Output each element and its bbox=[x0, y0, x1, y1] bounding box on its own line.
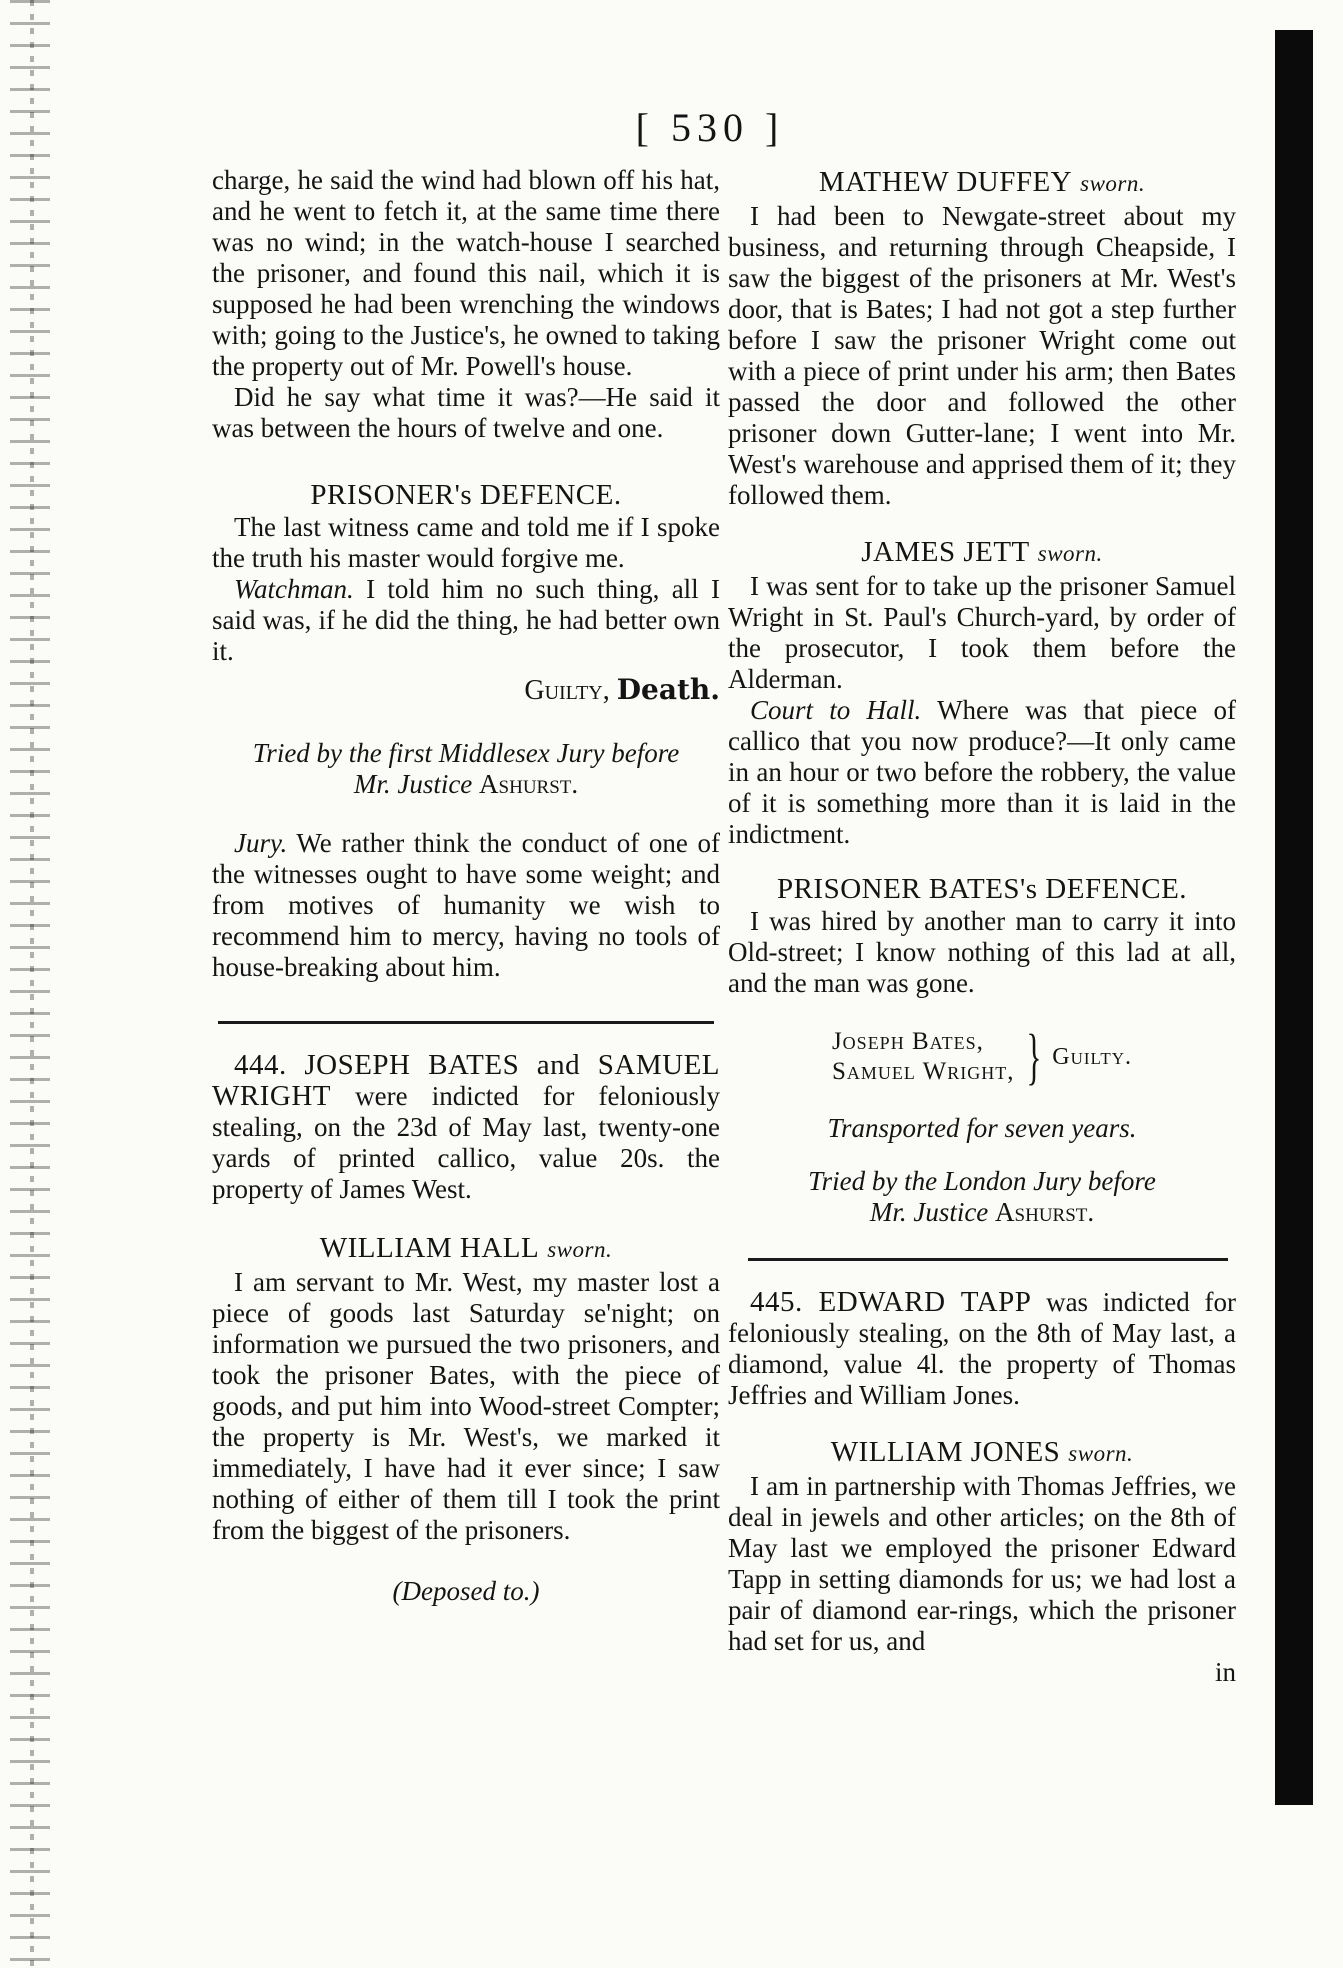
witness-name-jones: WILLIAM JONES bbox=[830, 1436, 1061, 1468]
case-separator-rule bbox=[218, 1021, 714, 1024]
heading-prisoner-defence: PRISONER's DEFENCE. bbox=[310, 479, 622, 511]
scan-edge-bar bbox=[1275, 30, 1313, 1805]
speaker-watchman: Watchman. bbox=[234, 574, 354, 604]
right-column bbox=[728, 165, 1236, 1688]
case-444-text: were indicted for feloniously stealing, on the 23d of May last, twenty-one yards of printed callico, value 20s. the property of James West. bbox=[212, 1081, 720, 1204]
tried-by-judge-name: Ashurst. bbox=[995, 1197, 1095, 1227]
heading-mathew-duffey bbox=[728, 165, 1236, 201]
heading-bates-defence: PRISONER BATES's DEFENCE. bbox=[776, 873, 1188, 905]
court-question-text: Where was that piece of callico that you now produce?—It only came in an hour or two before the robbery, the value of it is something more than it is laid in the indictment. bbox=[728, 695, 1236, 849]
sworn-label: sworn. bbox=[547, 1237, 613, 1262]
witness-name-duffey: MATHEW DUFFEY bbox=[818, 166, 1073, 198]
witness-name-jett: JAMES JETT bbox=[861, 536, 1030, 568]
defendant-samuel-wright: Samuel Wright, bbox=[831, 1058, 1015, 1085]
paragraph-watchman-testimony: charge, he said the wind had blown off his hat, and he went to fetch it, at the same time there was no wind; in the watch-house I searched the prisoner, and found this nail, which it is supposed he had been wrenching the windows with; going to the Justice's, he owned to taking the property out of Mr. Powell's house. bbox=[212, 165, 720, 381]
heading-william-jones bbox=[728, 1435, 1236, 1471]
paragraph-bates-defence: I was hired by another man to carry it into Old-street; I know nothing of this lad at all, and the man was gone. bbox=[728, 906, 1236, 998]
tried-by-judge-prefix: Mr. Justice bbox=[869, 1197, 989, 1227]
binding-shadow-inner bbox=[30, 0, 34, 1968]
tried-by-line-1: Tried by the London Jury before bbox=[808, 1166, 1156, 1196]
tried-by-line-2 bbox=[728, 1197, 1236, 1228]
heading-william-hall bbox=[212, 1231, 720, 1267]
sworn-label: sworn. bbox=[1080, 171, 1146, 196]
paragraph-jones-testimony: I am in partnership with Thomas Jeffries, we deal in jewels and other articles; on the 8th of May last we employed the prisoner Edward Tapp in setting diamonds for us; we had lost a pair of diamond ear-rings, which the prisoner had set for us, and bbox=[728, 1471, 1236, 1656]
case-444-title: 444. JOSEPH BATES and SAMUEL WRIGHT bbox=[212, 1049, 720, 1112]
brace-glyph: } bbox=[1025, 1023, 1041, 1091]
case-separator-rule bbox=[748, 1258, 1228, 1261]
paragraph-hall-testimony: I am servant to Mr. West, my master lost a piece of goods last Saturday se'night; on information we pursued the two prisoners, and took the prisoner Bates, with the piece of goods, and put him into Wood-street Compter; the property is Mr. West's, we marked it immediately, I have had it ever since; I saw nothing of either of them till I took the print from the biggest of the prisoners. bbox=[212, 1267, 720, 1545]
tried-by-judge-name: Ashurst. bbox=[479, 769, 579, 799]
speaker-court: Court to Hall. bbox=[750, 695, 922, 725]
defendant-names bbox=[832, 1027, 1015, 1087]
paragraph-time-question: Did he say what time it was?—He said it was between the hours of twelve and one. bbox=[212, 382, 720, 443]
tried-by-line-1: Tried by the first Middlesex Jury before bbox=[252, 738, 680, 768]
sentence-line: Transported for seven years. bbox=[827, 1113, 1137, 1143]
case-445-title: 445. EDWARD TAPP bbox=[750, 1286, 1032, 1318]
verdict-line bbox=[212, 673, 720, 708]
watchman-reply-text: I told him no such thing, all I said was, if he did the thing, he had better own it. bbox=[212, 574, 720, 666]
tried-by-line-2 bbox=[212, 769, 720, 800]
case-444-indictment bbox=[212, 1050, 720, 1205]
sworn-label: sworn. bbox=[1068, 1441, 1134, 1466]
paragraph-duffey-testimony: I had been to Newgate-street about my business, and returning through Cheapside, I saw the biggest of the prisoners at Mr. West's door, that is Bates; I had not got a step further before I saw the prisoner Wright come out with a piece of print under his arm; then Bates passed the door and followed the other prisoner down Gutter-lane; I went into Mr. West's warehouse and apprised them of it; they followed them. bbox=[728, 201, 1236, 510]
paragraph-jury-recommendation bbox=[212, 828, 720, 983]
verdict-guilty: Guilty. bbox=[1052, 1043, 1133, 1070]
witness-name-hall: WILLIAM HALL bbox=[319, 1232, 540, 1264]
case-445-text: was indicted for feloniously stealing, on the 8th of May last, a diamond, value 4l. the property of Thomas Jeffries and William Jones. bbox=[728, 1287, 1236, 1410]
defendant-joseph-bates: Joseph Bates, bbox=[831, 1028, 984, 1055]
tried-by-judge-prefix: Mr. Justice bbox=[353, 769, 473, 799]
sworn-label: sworn. bbox=[1037, 541, 1103, 566]
left-column bbox=[212, 165, 720, 1607]
case-445-indictment bbox=[728, 1287, 1236, 1411]
verdict-death: Death. bbox=[616, 673, 720, 706]
heading-james-jett bbox=[728, 535, 1236, 571]
catchword: in bbox=[1214, 1657, 1236, 1687]
deposed-note: (Deposed to.) bbox=[392, 1576, 540, 1606]
paragraph-watchman-reply bbox=[212, 574, 720, 667]
speaker-jury: Jury. bbox=[234, 828, 288, 858]
verdict-guilty: Guilty, bbox=[524, 675, 610, 706]
verdict-brace-block bbox=[728, 1023, 1236, 1091]
paragraph-court-question bbox=[728, 695, 1236, 850]
paragraph-prisoner-defence: The last witness came and told me if I spoke the truth his master would forgive me. bbox=[212, 512, 720, 573]
jury-text: We rather think the conduct of one of the witnesses ought to have some weight; and from motives of humanity we wish to recommend him to mercy, having no tools of house-breaking about him. bbox=[212, 828, 720, 982]
paragraph-jett-testimony: I was sent for to take up the prisoner Samuel Wright in St. Paul's Church-yard, by order of the prosecutor, I took them before the Alderman. bbox=[728, 571, 1236, 694]
page-number: [ 530 ] bbox=[635, 105, 785, 150]
